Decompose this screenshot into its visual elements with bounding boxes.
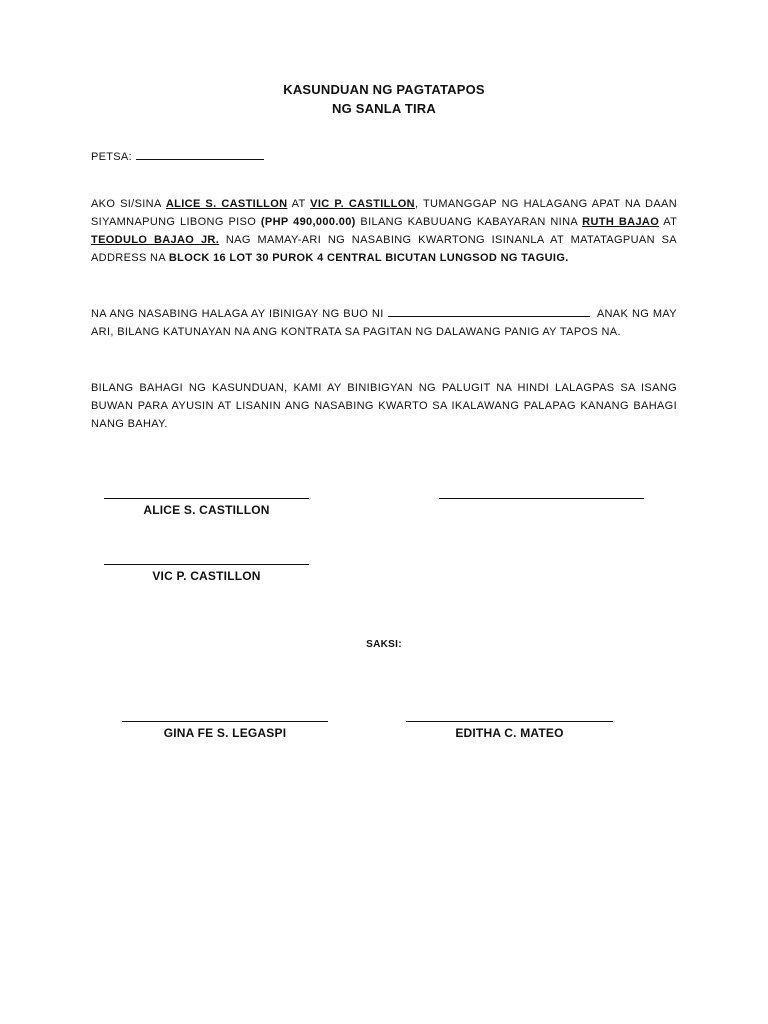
signature-line xyxy=(104,564,309,565)
paragraph-3: BILANG BAHAGI NG KASUNDUAN, KAMI AY BINIBIGYAN NG PALUGIT NA HINDI LALAGPAS SA ISANG BUWAN PARA AYUSIN AT LISANIN ANG NASABING KWARTO SA IKALAWANG PALAPAG KANANG BAHAGI NANG BAHAY. xyxy=(91,382,677,430)
date-label: PETSA: xyxy=(91,151,132,163)
signature-line xyxy=(122,721,328,722)
address: BLOCK 16 LOT 30 PUROK 4 CENTRAL BICUTAN LUNGSOD NG TAGUIG. xyxy=(168,252,569,264)
date-field xyxy=(91,149,264,163)
paragraph-1 xyxy=(91,195,677,267)
giver-blank-line xyxy=(388,306,590,317)
p1-text-5: AT xyxy=(659,216,677,228)
name-alice: ALICE S. CASTILLON xyxy=(165,198,288,210)
signatory-name: ALICE S. CASTILLON xyxy=(143,503,270,517)
signature-line xyxy=(406,721,613,722)
document-subtitle: NG SANLA TIRA xyxy=(332,101,436,116)
p1-text-3: , TUMANGGAP NG HALAGANG APAT NA DAAN SIYAMNAPUNG LIBONG PISO xyxy=(91,198,677,228)
p1-text-4: BILANG KABUUANG KABAYARAN NINA xyxy=(355,216,583,228)
witness-block-editha xyxy=(406,721,613,740)
signature-block-alice xyxy=(104,498,309,517)
name-ruth: RUTH BAJAO xyxy=(582,216,660,228)
paragraph-2 xyxy=(91,305,677,341)
p1-text-2: AT xyxy=(287,198,311,210)
amount: (PHP 490,000.00) xyxy=(260,216,356,228)
name-teodulo: TEODULO BAJAO JR. xyxy=(91,234,220,246)
p2-text-2: ANAK NG MAY ARI, BILANG KATUNAYAN NA ANG KONTRATA SA PAGITAN NG DALAWANG PANIG AY TAPOS NA. xyxy=(91,308,677,338)
signature-line xyxy=(104,498,309,499)
witness-block-gina xyxy=(122,721,328,740)
signature-block-vic xyxy=(104,564,309,583)
date-blank-line xyxy=(136,149,264,160)
witness-name: EDITHA C. MATEO xyxy=(455,726,564,740)
signatory-name: VIC P. CASTILLON xyxy=(152,569,261,583)
p1-text-6: NAG MAMAY-ARI NG NASABING KWARTONG ISINANLA AT MATATAGPUAN SA ADDRESS NA xyxy=(91,234,677,264)
signature-line xyxy=(439,498,644,499)
p2-text-1: NA ANG NASABING HALAGA AY IBINIGAY NG BUO NI xyxy=(91,308,384,320)
witness-name: GINA FE S. LEGASPI xyxy=(163,726,287,740)
name-vic: VIC P. CASTILLON xyxy=(310,198,415,210)
signature-block-blank xyxy=(439,498,644,503)
p1-text-1: AKO SI/SINA xyxy=(91,198,166,210)
witness-label: SAKSI: xyxy=(366,639,402,650)
document-title: KASUNDUAN NG PAGTATAPOS xyxy=(283,82,485,97)
